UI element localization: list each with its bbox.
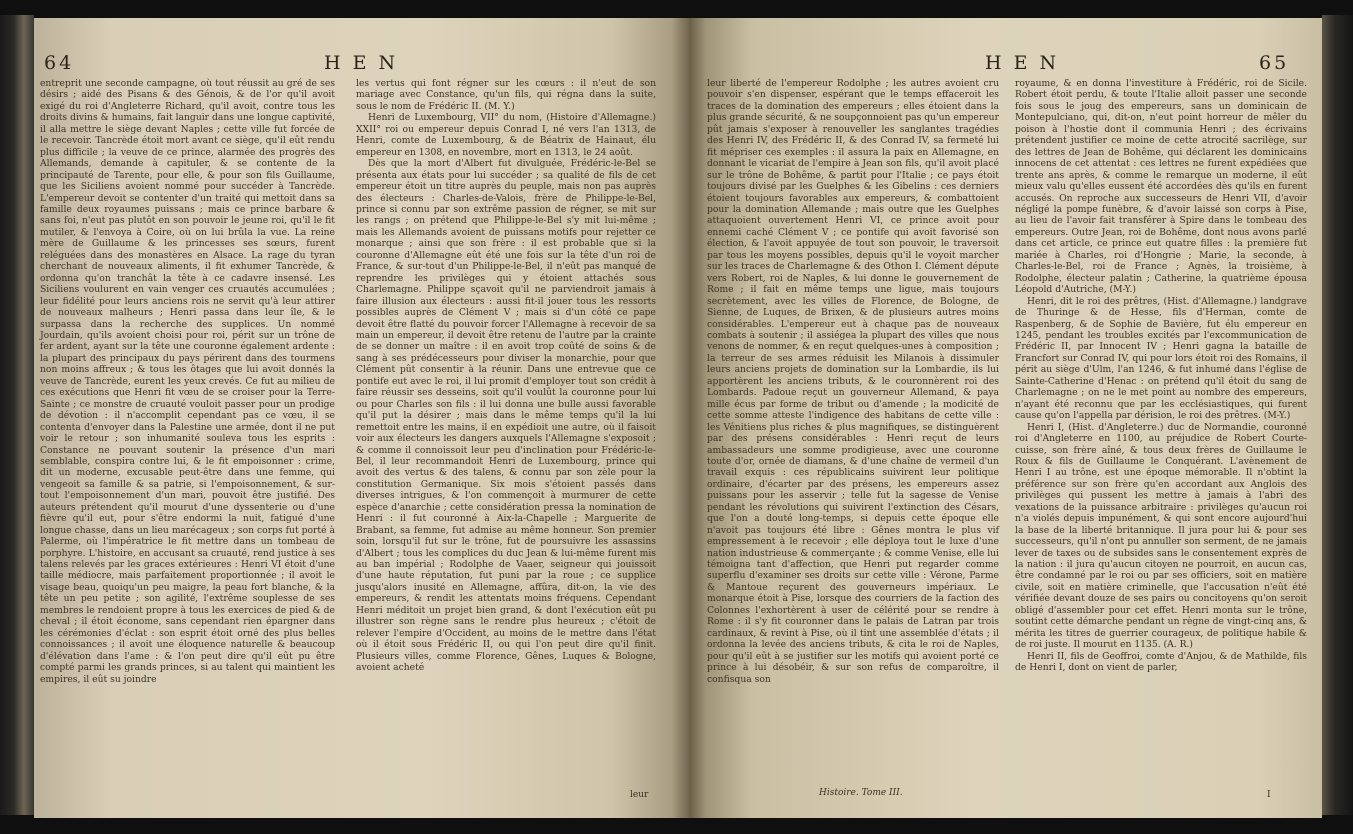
signature-mark: I: [1267, 790, 1271, 800]
running-head: H E N: [985, 52, 1060, 74]
paragraph: Henri II, fils de Geoffroi, comte d'Anjou, & de Mathilde, fils de Henri I, dont on vient de parler,: [1015, 650, 1307, 674]
signature-line: Histoire. Tome III.: [819, 788, 903, 798]
paragraph: entreprit une seconde campagne, où tout réussit au gré de ses désirs ; aidé des Pisans & des Génois, & de l'or qu'il avoit exigé du roi d'Angleterre Richard, qu'il avoit, contre tous les droits divins & humains, fait languir dans une longue captivité, il alla mettre le siège devant Naples ; cette ville fut forcée de le recevoir. Tancrède étoit mort avant ce siège, qu'il eût rendu plus difficile ; la veuve de ce prince, alarmée des progrès des Allemands, demande à capituler, & se contente de la principauté de Tarente, pour elle, & pour son fils Guillaume, que les Siciliens avoient nommé pour succéder à Tancrède. L'empereur devoit se contenter d'un traité qui mettoit dans sa famille deux royaumes puissans ; mais ce prince barbare & sans foi, n'eut pas plutôt en son pouvoir le jeune roi, qu'il le fit mutiler, & l'envoya à Coire, où on lui brûla la vue. La reine mère de Guillaume & les princesses ses sœurs, furent reléguées dans des monastères en Alsace. La rage du tyran cherchant de nouveaux aliments, il fit exhumer Tancrède, & ordonna qu'on tranchât la tête à ce cadavre insensé. Les Siciliens voulurent en vain venger ces cruautés accumulées ; leur fidélité pour leurs anciens rois ne servit qu'à leur attirer de nouveaux malheurs ; Henri passa dans leur île, & le surpassa dans la recherche des supplices. Un nommé Jourdain, qu'ils avoient choisi pour roi, périt sur un trône de fer ardent, ayant sur la tête une couronne également ardente : la plupart des principaux du pays périrent dans des tourmens non moins affreux ; & tous les ôtages que lui avoit donnés la veuve de Tancrède, eurent les yeux crevés. Ce fut au milieu de ces exécutions que Henri fit vœu de se croiser pour la Terre-Sainte ; ce monstre de cruauté vouloit passer pour un prodige de dévotion : il n'accomplit cependant pas ce vœu, il se contenta d'envoyer dans la Palestine une armée, dont il ne put voir le retour ; son inhumanité souleva tous les esprits : Constance ne pouvant soutenir la présence d'un mari semblable, conspira contre lui, & le fit empoisonner : crime, dit un moderne, excusable peut-être dans une femme, qui vengeoit sa famille & sa patrie, si l'empoisonnement, & sur-tout l'empoisonnement d'un mari, pouvoit être justifié. Des auteurs prétendent qu'il mourut d'une dyssenterie ou d'une fièvre qu'il eut, pour s'être endormi la nuit, fatigué d'une longue chasse, dans un lieu marécageux ; son corps fut porté à Palerme, où l'impératrice le fit mettre dans un tombeau de porphyre. L'histoire, en accusant sa cruauté, rend justice à ses talens relevés par les graces extérieures : Henri VI étoit d'une taille médiocre, mais parfaitement proportionnée ; il avoit le visage beau, quoiqu'un peu maigre, la peau fort blanche, & la tête un peu petite ; son agilité, l'extrême souplesse de ses membres le rendoient propre à tous les exercices de pied & de cheval ; il étoit économe, sans cependant rien épargner dans les cérémonies d'éclat : son esprit étoit orné des plus belles connoissances ; il avoit une éloquence naturelle & beaucoup d'élévation dans l'ame : & l'on peut dire qu'il eût pu être compté parmi les grands princes, si au talent qui maintient les empires, il eût su joindre: [40, 78, 335, 685]
text-column-2: [1015, 78, 1307, 784]
running-head: H E N: [324, 52, 399, 74]
text-column-2: [356, 78, 656, 790]
book-gutter: [672, 18, 706, 818]
paragraph: royaume, & en donna l'investiture à Frédéric, roi de Sicile. Robert étoit perdu, & toute l'Italie alloit passer une seconde fois sous le joug des empereurs, sans un dominicain de Montepulciano, qui, dit-on, n'eut point horreur de mêler du poison à l'hostie dont il communia Henri ; des écrivains prétendent justifier ce moine de cette atrocité sacrilège, sur des lettres de Jean de Bohême, qui déclarent les dominicains innocens de cet attentat : ces lettres ne furent expédiées que trente ans après, & comme le remarque un moderne, il eût mieux valu qu'elles eussent été accordées dès qu'ils en furent accusés. On reproche aux successeurs de Henri VII, d'avoir négligé la pompe funèbre, & d'avoir laissé son corps à Pise, au lieu de l'avoir fait transférer à Spire dans le tombeau des empereurs. Outre Jean, roi de Bohême, dont nous avons parlé dans cet article, ce prince eut quatre filles : la première fut mariée à Charles, roi d'Hongrie ; Marie, la seconde, à Charles-le-Bel, roi de France ; Agnès, la troisième, à Rodolphe, électeur palatin ; Catherine, la quatrième épousa Léopold d'Autriche, (M-Y.): [1015, 78, 1307, 296]
book-edge-left: [0, 15, 34, 815]
paragraph: leur liberté de l'empereur Rodolphe ; les autres avoient cru pouvoir s'en dispenser, espérant que le temps effaceroit les traces de la domination des empereurs ; elles étoient dans la plus grande sécurité, & ne soupçonnoient pas qu'un empereur pût jamais s'exposer à renouveller les sanglantes tragédies des Henri IV, des Frédéric II, & des Conrad IV, sa fermeté lui fit mépriser ces exemples : il assura la paix en Allemagne, en donnant le vicariat de l'empire à Jean son fils, qu'il avoit placé sur le trône de Bohême, & partit pour l'Italie ; ce pays étoit toujours divisé par les Guelphes & les Gibelins : ces derniers étoient toujours favorables aux empereurs, & combattoient pour la domination Allemande ; mais outre que les Guelphes attaquoient ouvertement Henri VI, ce prince avoit pour ennemi caché Clément V ; ce pontife qui avoit favorisé son élection, & l'avoit appuyée de tout son pouvoir, le traversoit par tous les moyens possibles, depuis qu'il le voyoit marcher sur les traces de Charlemagne & des Othon I. Clément députe vers Robert, roi de Naples, & lui donne le gouvernement de Rome ; il fait en même temps une ligue, mais toujours secrètement, avec les villes de Florence, de Bologne, de Sienne, de Luques, de Brixen, & de plusieurs autres moins considérables. L'empereur eut à chaque pas de nouveaux combats à soutenir ; il assiégea la plupart des villes que nous venons de nommer, & en reçut quelques-unes à composition ; la terreur de ses armes réduisit les Milanois à dissimuler leurs anciens projets de domination sur la Lombardie, ils lui apportèrent les anciens tributs, & le couronnèrent roi des Lombards. Padoue reçut un gouverneur Allemand, & paya mille écus par forme de tribut ou d'amende ; la modicité de cette somme atteste l'indigence des habitans de cette ville : les Vénitiens plus riches & plus magnifiques, se distinguèrent par des présens considérables : Henri reçut de leurs ambassadeurs une somme prodigieuse, avec une couronne toute d'or, ornée de diamans, & d'une chaîne de vermeil d'un travail exquis : ces républicains suivirent leur politique ordinaire, d'écarter par des présens, les empereurs assez puissans pour les asservir ; telle fut la sagesse de Venise pendant les révolutions qui suivirent l'extinction des Césars, que l'on a douté long-temps, si depuis cette époque elle n'avoit pas toujours été libre : Gênes montra le plus vif empressement à le recevoir ; elle déploya tout le luxe d'une nation industrieuse & commerçante ; & comme Venise, elle lui témoigna tant d'affection, que Henri put regarder comme superflu d'examiner ses droits sur cette ville : Vérone, Parme & Mantoue reçurent des gouverneurs impériaux. Le monarque étoit à Pise, lorsque des courriers de la faction des Colonnes l'exhortèrent à user de célérité pour se rendre à Rome : il s'y fit couronner dans le palais de Latran par trois cardinaux, & revint à Pise, où il tint une assemblée d'états ; il ordonna la levée des anciens tributs, & cita le roi de Naples, pour qu'il eût à se justifier sur les motifs qui avoient porté ce prince à lui désobéir, & sur son refus de comparoître, il confisqua son: [707, 78, 999, 685]
book-edge-right: [1322, 15, 1353, 815]
right-page: [689, 18, 1322, 818]
page-number: 64: [44, 52, 75, 74]
text-column-1: [707, 78, 999, 784]
page-number: 65: [1259, 52, 1290, 74]
text-column-1: [40, 78, 335, 790]
paragraph: Henri, dit le roi des prêtres, (Hist. d'Allemagne.) landgrave de Thuringe & de Hesse, fils d'Herman, comte de Raspenberg, & de Sophie de Bavière, fut élu empereur en 1245, pendant les troubles excités par l'excommunication de Frédéric II, par Innocent IV ; Henri gagna la bataille de Francfort sur Conrad IV, qui pour lors étoit roi des Romains, il périt au siège d'Ulm, l'an 1246, & fut inhumé dans l'église de Sainte-Catherine d'Henac : on prétend qu'il étoit du sang de Charlemagne ; on ne le met point au nombre des empereurs, n'ayant été reconnu que par les ecclésiastiques, qui furent cause qu'on l'appella par dérision, le roi des prêtres. (M-Y.): [1015, 295, 1307, 422]
left-page: [34, 18, 689, 818]
paragraph: Henri I, (Hist. d'Angleterre.) duc de Normandie, couronné roi d'Angleterre en 1100, au préjudice de Robert Courte-cuisse, son frère aîné, & tous deux frères de Guillaume le Roux & fils de Guillaume le Conquérant. L'avènement de Henri I au trône, est une époque mémorable. Il n'obtint la préférence sur son frère qu'en accordant aux Anglois des privilèges qui pussent les mettre à jamais à l'abri des vexations de la puissance arbitraire : privilèges qu'aucun roi n'a violés depuis impunément, & qui sont encore aujourd'hui la base de la liberté britannique. Il jura pour lui & pour ses successeurs, qu'il n'ont pu annuller son serment, de ne jamais lever de taxes ou de subsides sans le consentement exprès de la nation : il jura qu'aucun citoyen ne pourroit, en aucun cas, être condamné par le roi ou par ses officiers, soit en matière civile, soit en matière criminelle, que l'accusation n'eût été vérifiée devant douze de ses pairs ou concitoyens qu'on seroit obligé d'assembler pour cet effet. Henri monta sur le trône, soutint cette démarche pendant un règne de vingt-cinq ans, & mérita les titres de guerrier courageux, de politique habile & de roi juste. Il mourut en 1135. (A. R.): [1015, 421, 1307, 651]
catchword: leur: [630, 790, 649, 800]
paragraph: Henri de Luxembourg, VII° du nom, (Histoire d'Allemagne.) XXII° roi ou empereur depuis Conrad I, né vers l'an 1313, de Henri, comte de Luxembourg, & de Béatrix de Hainaut, élu empereur en 1308, en novembre, mort en 1313, le 24 août.: [356, 112, 656, 158]
paragraph: les vertus qui font régner sur les cœurs : il n'eut de son mariage avec Constance, qu'un fils, qui régna dans la suite, sous le nom de Frédéric II. (M. Y.): [356, 78, 656, 112]
paragraph: Dès que la mort d'Albert fut divulguée, Frédéric-le-Bel se présenta aux états pour lui succéder ; sa qualité de fils de cet empereur étoit un titre auprès du peuple, mais non pas auprès des électeurs : Charles-de-Valois, frère de Philippe-le-Bel, prince si connu par son extrême passion de régner, se mit sur les rangs ; on prétend que Philippe-le-Bel s'y mit lui-même ; mais les Allemands avoient de puissans motifs pour rejetter ce monarque ; ainsi que son frère : il est probable que si la couronne d'Allemagne eût été une fois sur la tête d'un roi de France, & sur-tout d'un Philippe-le-Bel, il n'eût pas manqué de reprendre les privilèges qui y étoient attachés sous Charlemagne. Philippe sçavoit qu'il ne parviendroit jamais à faire illusion aux électeurs : aussi fit-il jouer tous les ressorts possibles auprès de Clément V ; mais si d'un côté ce pape devoit être flatté du pouvoir forcer l'Allemagne à recevoir de sa main un empereur, il devoit être retenu de l'autre par la crainte de se donner un maître : il en avoit trop coûté de soins & de sang à ses prédécesseurs pour diviser la monarchie, pour que Clément pût consentir à la réunir. Dans une entrevue que ce pontife eut avec le roi, il lui promit d'employer tout son crédit à faire réussir ses desseins, soit qu'il voulût la couronne pour lui ou pour Charles son fils : il lui donna une bulle aussi favorable qu'il put la désirer ; mais dans le même temps qu'il la lui remettoit entre les mains, il en expédioit une autre, où il faisoit voir aux électeurs les dangers auxquels l'Allemagne s'exposoit ; & comme il connoissoit leur peu d'inclination pour Frédéric-le-Bel, il leur recommandoit Henri de Luxembourg, prince qui avoit des vertus & des talens, & connu par son zèle pour la constitution Germanique. Six mois s'étoient passés dans diverses intrigues, & l'on commençoit à murmurer de cette espèce d'anarchie ; cette considération pressa la nomination de Henri : il fut couronné à Aix-la-Chapelle ; Marguerite de Brabant, sa femme, fut admise au même honneur. Son premier soin, lorsqu'il fut sur le trône, fut de poursuivre les assassins d'Albert ; tous les complices du duc Jean & lui-même furent mis au ban impérial ; Rodolphe de Vaaer, seigneur qui jouissoit d'une haute réputation, fut puni par la roue ; ce supplice jusqu'alors inusité en Allemagne, affûra, dit-on, la vie des empereurs, & rendit les attentats moins fréquens. Cependant Henri méditoit un projet bien grand, & dont l'exécution eût pu illustrer son règne sans le rendre plus heureux ; c'étoit de relever l'empire d'Occident, au moins de le mettre dans l'état où il étoit sous Frédéric II, ou qui l'on peut dire qu'il finit. Plusieurs villes, comme Florence, Gênes, Luques & Bologne, avoient acheté: [356, 158, 656, 674]
